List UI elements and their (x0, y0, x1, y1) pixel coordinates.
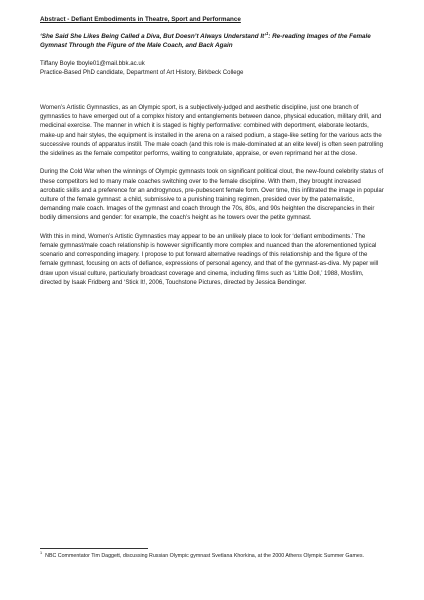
footnote-section (40, 548, 384, 560)
body-paragraph-3: With this in mind, Women’s Artistic Gymnastics may appear to be an unlikely place to look for ‘defiant embodiments.’ The female gymnast/male coach relationship is however significantly more complex and nuanced than the aforementioned typical scenario and corresponding imagery. I propose to put forward alternative readings of this relationship and the figure of the female gymnast, focusing on acts of defiance, expressions of personal agency, and that of the gymnast-as-diva. My paper will draw upon visual culture, particularly broadcast coverage and cinema, including films such as ‘Little Doll,’ 1988, Mosfilm, directed by Isaak Fridberg and ‘Stick It!, 2006, Touchstone Pictures, directed by Jessica Bendinger. (40, 232, 379, 286)
footnote-text (40, 553, 384, 560)
affiliation-line: Practice-Based PhD candidate, Department of Art History, Birkbeck College (40, 68, 244, 76)
author-line: Tiffany Boyle tboyle01@mail.bbk.ac.uk (40, 59, 145, 67)
body-paragraph-1: Women’s Artistic Gymnastics, as an Olympic sport, is a subjectively-judged and aesthetic discipline, just one branch of gymnastics to have emerged out of a complex history and entanglements between dance, physical education, military drill, and medicinal exercise. The manner in which it is staged is highly performative: combined with deportment, elaborate leotards, make-up and hair styles, the equipment is installed in the arena on a raised podium, a stage-like setting for the various acts the successive rounds of apparatus instill. The male coach (and this role is male-dominated at an elite level) is often seen patrolling the sidelines as the female competitor performs, waiting to congratulate, appraise, or even reprimand her at the close. (40, 104, 384, 158)
footnote-reference: 1 (265, 30, 269, 36)
paper-title-quote: ‘She Said She Likes Being Called a Diva, But Doesn’t Always Understand It’ (40, 33, 266, 41)
footnote-marker: 1 (40, 551, 43, 556)
paper-title-rest: : Re-reading Images of the Female Gymnast Through the Figure of the Male Coach, and Back Again (40, 33, 371, 50)
body-paragraph-2: During the Cold War when the winnings of Olympic gymnasts took on significant political clout, the new-found celebrity status of these competitors led to many male coaches switching over to the female discipline. With them, they brought increased acrobatic skills and a preference for an androgynous, pre-pubescent female form. Over time, this infiltrated the image in popular culture of the female gymnast: a child, submissive to a punishing training regimen, presided over by the paternalistic, demanding male coach. Images of the gymnast and coach through the 70s, 80s, and 90s heighten the discrepancies in their bodily dimensions and gender: for example, the coach’s height as he towers over the petite gymnast. (40, 168, 384, 222)
paper-title (40, 32, 384, 50)
footnote-divider (40, 548, 148, 549)
footnote-body: NBC Commentator Tim Daggett, discussing Russian Olympic gymnast Svetlana Khorkina, at the 2000 Athens Olympic Summer Games. (45, 553, 364, 559)
abstract-heading: Abstract - Defiant Embodiments in Theatre, Sport and Performance (40, 16, 241, 23)
